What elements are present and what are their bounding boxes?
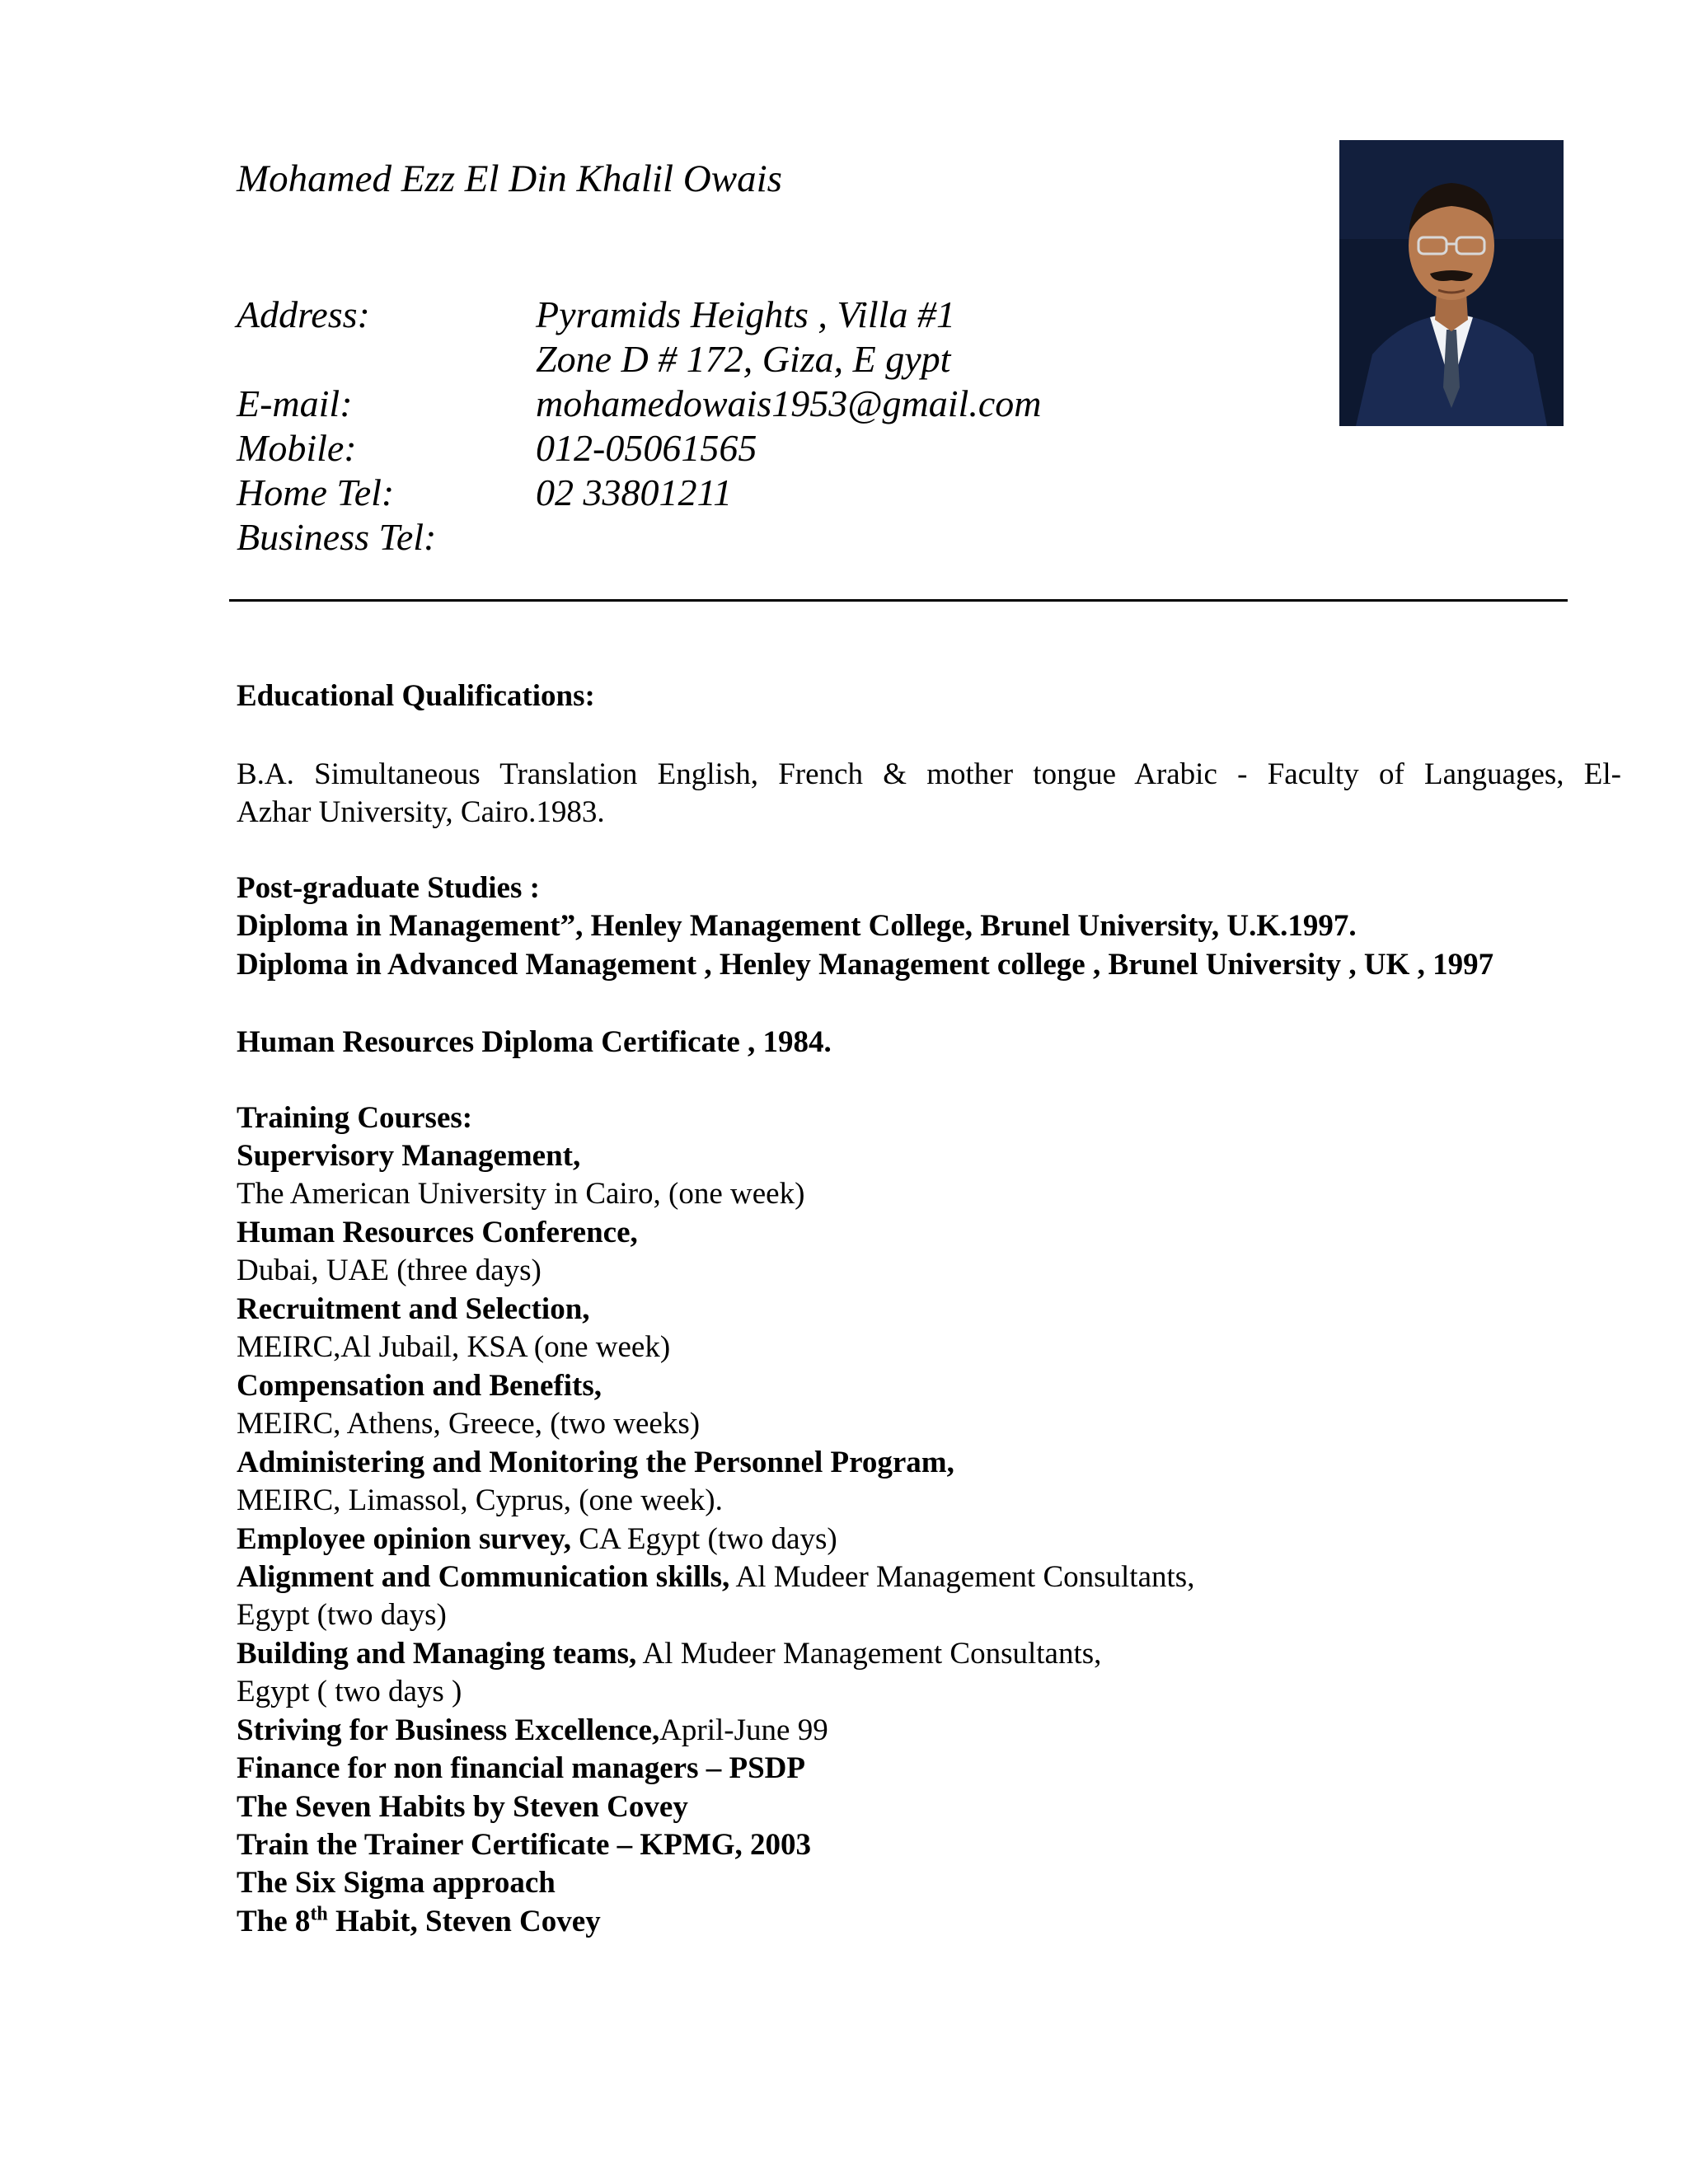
course-hr-conference-detail: Dubai, UAE (three days) [237,1254,542,1287]
hr-diploma: Human Resources Diploma Certificate , 1984. [237,1025,832,1059]
course-compensation-title: Compensation and Benefits, [237,1369,603,1403]
course-supervisory-detail: The American University in Cairo, (one week) [237,1177,805,1211]
course-alignment-detail-2: Egypt (two days) [237,1598,447,1632]
course-finance: Finance for non financial managers – PSDP [237,1751,805,1785]
course-six-sigma: The Six Sigma approach [237,1866,556,1900]
course-striving [237,1712,828,1750]
course-supervisory-title: Supervisory Management, [237,1139,581,1173]
mobile-label: Mobile: [237,427,357,469]
address-line-2: Zone D # 172, Giza, E gypt [536,338,951,380]
email-row [237,382,1041,426]
training-heading: Training Courses: [237,1101,473,1135]
course-opinion-detail: CA Egypt (two days) [571,1522,837,1556]
course-alignment [237,1558,1194,1596]
course-eighth-habit [237,1903,601,1941]
degree-line-2: Azhar University, Cairo.1983. [237,795,605,829]
course-administering-detail: MEIRC, Limassol, Cyprus, (one week). [237,1483,723,1517]
eighth-habit-pre: The 8 [237,1905,311,1938]
eighth-habit-post: Habit, Steven Covey [327,1905,601,1938]
course-administering-title: Administering and Monitoring the Personnel Program, [237,1446,954,1479]
course-building-detail-2: Egypt ( two days ) [237,1675,462,1708]
course-seven-habits: The Seven Habits by Steven Covey [237,1790,688,1824]
profile-photo [1339,140,1564,426]
course-recruitment-detail: MEIRC,Al Jubail, KSA (one week) [237,1330,671,1364]
course-striving-title: Striving for Business Excellence, [237,1713,660,1747]
business-tel-label: Business Tel: [237,516,437,558]
postgrad-item-1: Diploma in Management”, Henley Management College, Brunel University, U.K.1997. [237,909,1357,943]
course-opinion-title: Employee opinion survey, [237,1522,572,1556]
course-striving-detail: April-June 99 [659,1713,828,1747]
course-building-detail: Al Mudeer Management Consultants, [636,1637,1102,1671]
home-tel-value: 02 33801211 [536,471,733,513]
mobile-row [237,426,1041,471]
course-alignment-title: Alignment and Communication skills, [237,1560,730,1594]
email-label: E-mail: [237,382,353,424]
mobile-value: 012-05061565 [536,427,757,469]
business-tel-row [237,515,1041,560]
home-tel-row [237,471,1041,515]
address-label: Address: [237,293,370,335]
address-row [237,293,1041,337]
candidate-name: Mohamed Ezz El Din Khalil Owais [237,157,782,200]
postgrad-heading: Post-graduate Studies : [237,871,540,905]
header-divider [229,599,1568,602]
contact-block [237,293,1041,560]
eighth-habit-sup: th [310,1903,328,1925]
address-label-blank [237,337,536,382]
address-row-2 [237,337,1041,382]
home-tel-label: Home Tel: [237,471,395,513]
course-building-teams [237,1635,1101,1673]
course-opinion-survey [237,1521,837,1558]
course-train-the-trainer: Train the Trainer Certificate – KPMG, 2003 [237,1828,812,1862]
course-compensation-detail: MEIRC, Athens, Greece, (two weeks) [237,1407,701,1441]
course-hr-conference-title: Human Resources Conference, [237,1216,638,1249]
address-line-1: Pyramids Heights , Villa #1 [536,293,955,335]
email-value: mohamedowais1953@gmail.com [536,382,1042,424]
education-heading: Educational Qualifications: [237,679,595,713]
course-alignment-detail: Al Mudeer Management Consultants, [729,1560,1195,1594]
course-recruitment-title: Recruitment and Selection, [237,1292,590,1326]
portrait-image [1339,140,1564,426]
course-building-title: Building and Managing teams, [237,1637,637,1671]
postgrad-item-2: Diploma in Advanced Management , Henley Management college , Brunel University , UK , 1997 [237,948,1494,982]
degree-line-1: B.A. Simultaneous Translation English, French & mother tongue Arabic - Faculty of Languages, El- [237,757,1621,791]
